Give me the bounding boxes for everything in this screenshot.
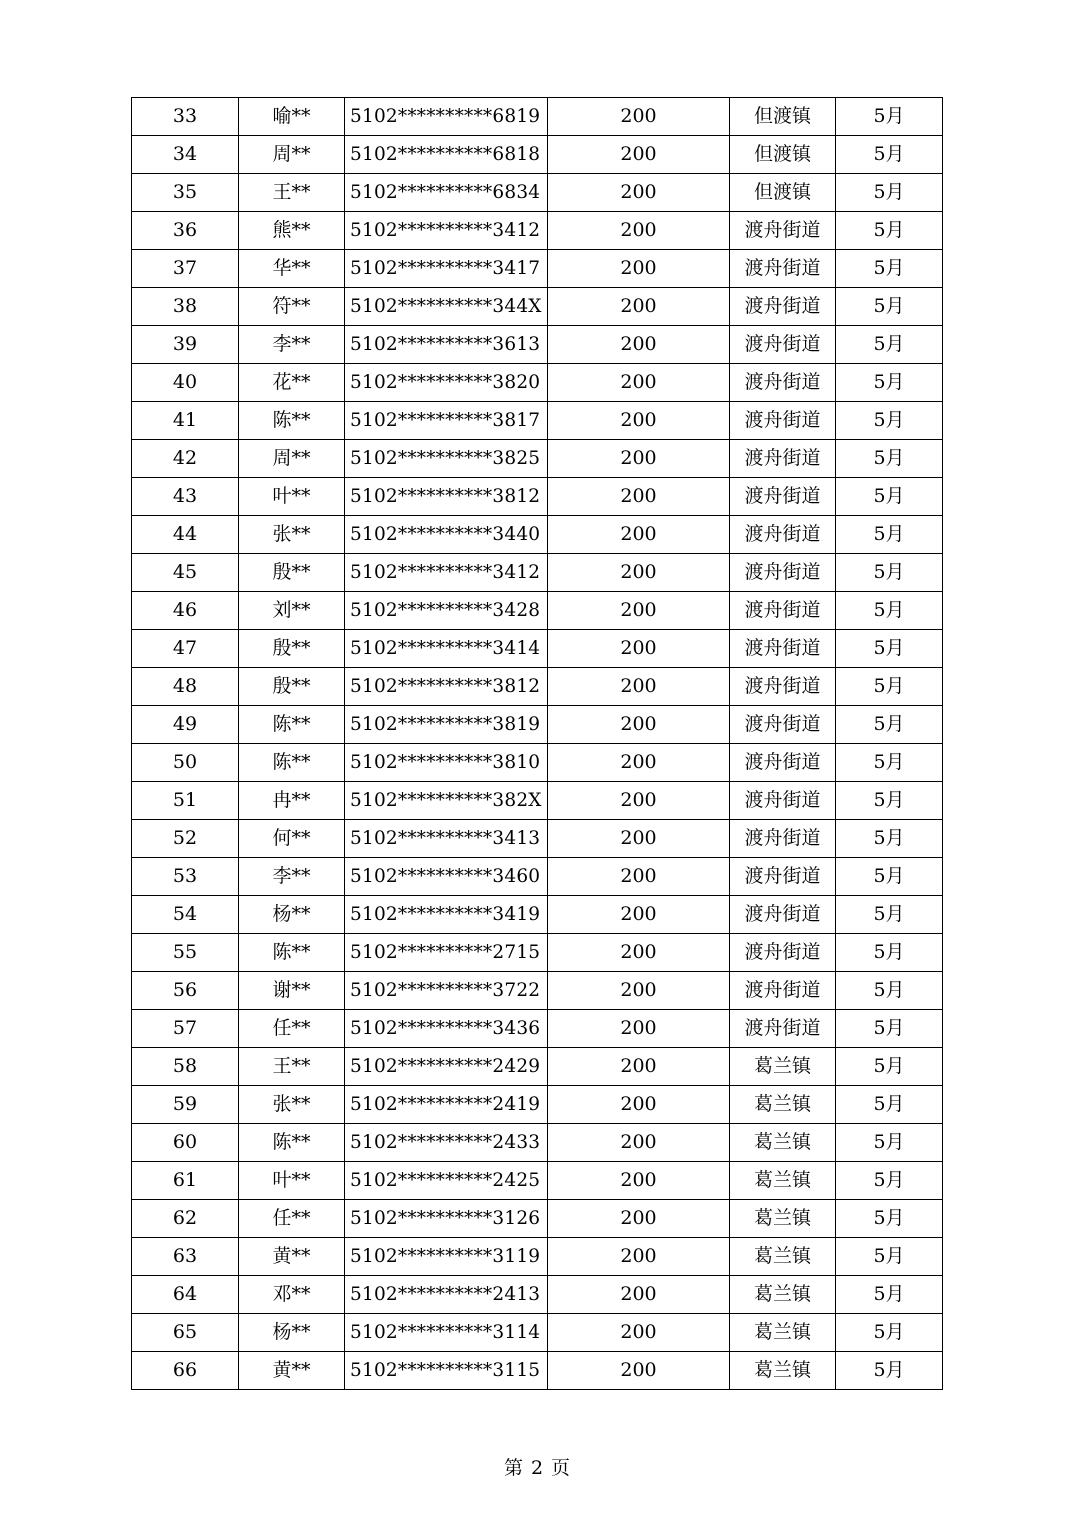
cell-month: 5月 bbox=[836, 136, 943, 174]
cell-amount: 200 bbox=[548, 1314, 730, 1352]
table-row bbox=[132, 706, 943, 744]
table-row bbox=[132, 668, 943, 706]
table-row bbox=[132, 554, 943, 592]
cell-name: 熊** bbox=[239, 212, 345, 250]
page-footer-prefix: 第 bbox=[503, 1457, 523, 1479]
cell-id-number: 5102**********3812 bbox=[345, 478, 548, 516]
table-row bbox=[132, 1352, 943, 1390]
cell-amount: 200 bbox=[548, 1162, 730, 1200]
cell-serial-number: 50 bbox=[132, 744, 239, 782]
cell-serial-number: 60 bbox=[132, 1124, 239, 1162]
table-row bbox=[132, 820, 943, 858]
cell-township: 葛兰镇 bbox=[730, 1276, 836, 1314]
cell-month: 5月 bbox=[836, 896, 943, 934]
cell-township: 葛兰镇 bbox=[730, 1086, 836, 1124]
cell-serial-number: 57 bbox=[132, 1010, 239, 1048]
cell-township: 渡舟街道 bbox=[730, 668, 836, 706]
cell-name: 任** bbox=[239, 1200, 345, 1238]
cell-township: 渡舟街道 bbox=[730, 896, 836, 934]
cell-township: 渡舟街道 bbox=[730, 402, 836, 440]
cell-id-number: 5102**********3820 bbox=[345, 364, 548, 402]
cell-name: 黄** bbox=[239, 1352, 345, 1390]
table-row bbox=[132, 1010, 943, 1048]
cell-month: 5月 bbox=[836, 288, 943, 326]
cell-serial-number: 52 bbox=[132, 820, 239, 858]
cell-amount: 200 bbox=[548, 212, 730, 250]
table-row bbox=[132, 250, 943, 288]
cell-id-number: 5102**********3825 bbox=[345, 440, 548, 478]
cell-serial-number: 37 bbox=[132, 250, 239, 288]
cell-serial-number: 45 bbox=[132, 554, 239, 592]
table-row bbox=[132, 440, 943, 478]
cell-name: 杨** bbox=[239, 1314, 345, 1352]
cell-id-number: 5102**********3613 bbox=[345, 326, 548, 364]
cell-id-number: 5102**********3412 bbox=[345, 554, 548, 592]
cell-id-number: 5102**********3126 bbox=[345, 1200, 548, 1238]
cell-id-number: 5102**********3412 bbox=[345, 212, 548, 250]
cell-month: 5月 bbox=[836, 668, 943, 706]
cell-name: 陈** bbox=[239, 744, 345, 782]
cell-amount: 200 bbox=[548, 516, 730, 554]
table-row bbox=[132, 1238, 943, 1276]
cell-name: 陈** bbox=[239, 934, 345, 972]
cell-month: 5月 bbox=[836, 440, 943, 478]
cell-township: 渡舟街道 bbox=[730, 972, 836, 1010]
cell-name: 何** bbox=[239, 820, 345, 858]
cell-id-number: 5102**********3413 bbox=[345, 820, 548, 858]
cell-name: 花** bbox=[239, 364, 345, 402]
cell-id-number: 5102**********3428 bbox=[345, 592, 548, 630]
cell-serial-number: 41 bbox=[132, 402, 239, 440]
cell-month: 5月 bbox=[836, 820, 943, 858]
cell-month: 5月 bbox=[836, 364, 943, 402]
cell-month: 5月 bbox=[836, 478, 943, 516]
cell-name: 陈** bbox=[239, 402, 345, 440]
page-footer-suffix: 页 bbox=[551, 1457, 571, 1479]
cell-township: 渡舟街道 bbox=[730, 630, 836, 668]
cell-name: 黄** bbox=[239, 1238, 345, 1276]
cell-serial-number: 54 bbox=[132, 896, 239, 934]
cell-month: 5月 bbox=[836, 630, 943, 668]
cell-name: 叶** bbox=[239, 478, 345, 516]
cell-id-number: 5102**********3414 bbox=[345, 630, 548, 668]
cell-amount: 200 bbox=[548, 744, 730, 782]
cell-id-number: 5102**********3817 bbox=[345, 402, 548, 440]
cell-id-number: 5102**********6834 bbox=[345, 174, 548, 212]
cell-name: 李** bbox=[239, 326, 345, 364]
cell-id-number: 5102**********3417 bbox=[345, 250, 548, 288]
cell-serial-number: 46 bbox=[132, 592, 239, 630]
cell-amount: 200 bbox=[548, 136, 730, 174]
table-row bbox=[132, 326, 943, 364]
cell-serial-number: 51 bbox=[132, 782, 239, 820]
table-row bbox=[132, 516, 943, 554]
table-row bbox=[132, 288, 943, 326]
cell-name: 华** bbox=[239, 250, 345, 288]
cell-township: 渡舟街道 bbox=[730, 820, 836, 858]
table-row bbox=[132, 1314, 943, 1352]
cell-name: 周** bbox=[239, 136, 345, 174]
cell-serial-number: 66 bbox=[132, 1352, 239, 1390]
cell-id-number: 5102**********3119 bbox=[345, 1238, 548, 1276]
cell-township: 葛兰镇 bbox=[730, 1200, 836, 1238]
cell-name: 杨** bbox=[239, 896, 345, 934]
cell-month: 5月 bbox=[836, 1010, 943, 1048]
cell-township: 葛兰镇 bbox=[730, 1352, 836, 1390]
cell-month: 5月 bbox=[836, 934, 943, 972]
cell-township: 渡舟街道 bbox=[730, 478, 836, 516]
cell-serial-number: 48 bbox=[132, 668, 239, 706]
table-row bbox=[132, 136, 943, 174]
cell-id-number: 5102**********2413 bbox=[345, 1276, 548, 1314]
cell-amount: 200 bbox=[548, 820, 730, 858]
cell-id-number: 5102**********382X bbox=[345, 782, 548, 820]
table-row bbox=[132, 858, 943, 896]
page-footer bbox=[0, 1455, 1074, 1481]
cell-month: 5月 bbox=[836, 1276, 943, 1314]
cell-id-number: 5102**********3810 bbox=[345, 744, 548, 782]
cell-serial-number: 62 bbox=[132, 1200, 239, 1238]
table-row bbox=[132, 896, 943, 934]
cell-township: 葛兰镇 bbox=[730, 1238, 836, 1276]
cell-name: 殷** bbox=[239, 630, 345, 668]
cell-name: 张** bbox=[239, 516, 345, 554]
cell-township: 但渡镇 bbox=[730, 98, 836, 136]
cell-id-number: 5102**********3440 bbox=[345, 516, 548, 554]
cell-id-number: 5102**********2429 bbox=[345, 1048, 548, 1086]
cell-id-number: 5102**********3436 bbox=[345, 1010, 548, 1048]
cell-serial-number: 61 bbox=[132, 1162, 239, 1200]
cell-amount: 200 bbox=[548, 934, 730, 972]
cell-amount: 200 bbox=[548, 478, 730, 516]
cell-amount: 200 bbox=[548, 782, 730, 820]
table-row bbox=[132, 630, 943, 668]
cell-serial-number: 64 bbox=[132, 1276, 239, 1314]
cell-serial-number: 63 bbox=[132, 1238, 239, 1276]
table-row bbox=[132, 402, 943, 440]
cell-amount: 200 bbox=[548, 364, 730, 402]
cell-id-number: 5102**********3819 bbox=[345, 706, 548, 744]
table-row bbox=[132, 364, 943, 402]
cell-township: 渡舟街道 bbox=[730, 288, 836, 326]
cell-name: 殷** bbox=[239, 554, 345, 592]
table-row bbox=[132, 478, 943, 516]
cell-month: 5月 bbox=[836, 1048, 943, 1086]
cell-month: 5月 bbox=[836, 744, 943, 782]
cell-id-number: 5102**********3115 bbox=[345, 1352, 548, 1390]
cell-township: 葛兰镇 bbox=[730, 1314, 836, 1352]
cell-name: 陈** bbox=[239, 1124, 345, 1162]
cell-township: 渡舟街道 bbox=[730, 326, 836, 364]
cell-township: 但渡镇 bbox=[730, 136, 836, 174]
cell-month: 5月 bbox=[836, 326, 943, 364]
cell-month: 5月 bbox=[836, 858, 943, 896]
cell-serial-number: 42 bbox=[132, 440, 239, 478]
cell-name: 谢** bbox=[239, 972, 345, 1010]
cell-township: 葛兰镇 bbox=[730, 1162, 836, 1200]
cell-township: 渡舟街道 bbox=[730, 744, 836, 782]
cell-amount: 200 bbox=[548, 98, 730, 136]
cell-serial-number: 49 bbox=[132, 706, 239, 744]
cell-township: 但渡镇 bbox=[730, 174, 836, 212]
cell-month: 5月 bbox=[836, 516, 943, 554]
cell-amount: 200 bbox=[548, 972, 730, 1010]
cell-amount: 200 bbox=[548, 1352, 730, 1390]
cell-month: 5月 bbox=[836, 1162, 943, 1200]
cell-amount: 200 bbox=[548, 1124, 730, 1162]
cell-name: 任** bbox=[239, 1010, 345, 1048]
cell-month: 5月 bbox=[836, 782, 943, 820]
cell-month: 5月 bbox=[836, 98, 943, 136]
cell-serial-number: 43 bbox=[132, 478, 239, 516]
cell-serial-number: 44 bbox=[132, 516, 239, 554]
cell-township: 渡舟街道 bbox=[730, 782, 836, 820]
cell-serial-number: 35 bbox=[132, 174, 239, 212]
cell-name: 符** bbox=[239, 288, 345, 326]
cell-township: 渡舟街道 bbox=[730, 364, 836, 402]
cell-township: 渡舟街道 bbox=[730, 554, 836, 592]
cell-name: 陈** bbox=[239, 706, 345, 744]
cell-id-number: 5102**********2433 bbox=[345, 1124, 548, 1162]
cell-township: 葛兰镇 bbox=[730, 1124, 836, 1162]
cell-month: 5月 bbox=[836, 1124, 943, 1162]
cell-township: 渡舟街道 bbox=[730, 440, 836, 478]
cell-id-number: 5102**********3419 bbox=[345, 896, 548, 934]
cell-month: 5月 bbox=[836, 554, 943, 592]
cell-amount: 200 bbox=[548, 174, 730, 212]
cell-amount: 200 bbox=[548, 706, 730, 744]
cell-amount: 200 bbox=[548, 554, 730, 592]
cell-serial-number: 47 bbox=[132, 630, 239, 668]
cell-name: 刘** bbox=[239, 592, 345, 630]
table-row bbox=[132, 174, 943, 212]
cell-amount: 200 bbox=[548, 1048, 730, 1086]
cell-month: 5月 bbox=[836, 1200, 943, 1238]
cell-serial-number: 56 bbox=[132, 972, 239, 1010]
cell-month: 5月 bbox=[836, 592, 943, 630]
cell-name: 王** bbox=[239, 174, 345, 212]
cell-township: 渡舟街道 bbox=[730, 516, 836, 554]
cell-month: 5月 bbox=[836, 402, 943, 440]
table-row bbox=[132, 1124, 943, 1162]
cell-id-number: 5102**********2715 bbox=[345, 934, 548, 972]
cell-id-number: 5102**********2425 bbox=[345, 1162, 548, 1200]
table-row bbox=[132, 1200, 943, 1238]
cell-month: 5月 bbox=[836, 1086, 943, 1124]
cell-id-number: 5102**********3460 bbox=[345, 858, 548, 896]
cell-id-number: 5102**********3114 bbox=[345, 1314, 548, 1352]
roster-table bbox=[131, 97, 943, 1390]
cell-amount: 200 bbox=[548, 1200, 730, 1238]
cell-township: 渡舟街道 bbox=[730, 1010, 836, 1048]
cell-serial-number: 59 bbox=[132, 1086, 239, 1124]
cell-serial-number: 53 bbox=[132, 858, 239, 896]
cell-amount: 200 bbox=[548, 592, 730, 630]
cell-township: 渡舟街道 bbox=[730, 858, 836, 896]
table-row bbox=[132, 744, 943, 782]
cell-amount: 200 bbox=[548, 630, 730, 668]
cell-amount: 200 bbox=[548, 250, 730, 288]
cell-name: 叶** bbox=[239, 1162, 345, 1200]
table-row bbox=[132, 98, 943, 136]
cell-serial-number: 55 bbox=[132, 934, 239, 972]
cell-name: 冉** bbox=[239, 782, 345, 820]
cell-serial-number: 65 bbox=[132, 1314, 239, 1352]
cell-month: 5月 bbox=[836, 174, 943, 212]
table-row bbox=[132, 782, 943, 820]
cell-id-number: 5102**********3722 bbox=[345, 972, 548, 1010]
cell-month: 5月 bbox=[836, 972, 943, 1010]
table-row bbox=[132, 212, 943, 250]
table-row bbox=[132, 1048, 943, 1086]
table-row bbox=[132, 1276, 943, 1314]
cell-month: 5月 bbox=[836, 212, 943, 250]
cell-id-number: 5102**********2419 bbox=[345, 1086, 548, 1124]
cell-month: 5月 bbox=[836, 1314, 943, 1352]
cell-serial-number: 58 bbox=[132, 1048, 239, 1086]
cell-township: 渡舟街道 bbox=[730, 592, 836, 630]
cell-serial-number: 33 bbox=[132, 98, 239, 136]
table-row bbox=[132, 1162, 943, 1200]
cell-amount: 200 bbox=[548, 326, 730, 364]
cell-amount: 200 bbox=[548, 402, 730, 440]
cell-month: 5月 bbox=[836, 1352, 943, 1390]
cell-name: 王** bbox=[239, 1048, 345, 1086]
cell-serial-number: 38 bbox=[132, 288, 239, 326]
roster-table-body bbox=[132, 98, 943, 1390]
cell-month: 5月 bbox=[836, 1238, 943, 1276]
cell-name: 周** bbox=[239, 440, 345, 478]
cell-id-number: 5102**********3812 bbox=[345, 668, 548, 706]
cell-name: 喻** bbox=[239, 98, 345, 136]
cell-id-number: 5102**********6818 bbox=[345, 136, 548, 174]
cell-amount: 200 bbox=[548, 858, 730, 896]
cell-township: 葛兰镇 bbox=[730, 1048, 836, 1086]
cell-name: 殷** bbox=[239, 668, 345, 706]
cell-id-number: 5102**********344X bbox=[345, 288, 548, 326]
cell-serial-number: 36 bbox=[132, 212, 239, 250]
table-row bbox=[132, 592, 943, 630]
cell-serial-number: 40 bbox=[132, 364, 239, 402]
cell-amount: 200 bbox=[548, 440, 730, 478]
cell-township: 渡舟街道 bbox=[730, 706, 836, 744]
table-row bbox=[132, 972, 943, 1010]
cell-township: 渡舟街道 bbox=[730, 934, 836, 972]
table-row bbox=[132, 934, 943, 972]
cell-amount: 200 bbox=[548, 896, 730, 934]
cell-id-number: 5102**********6819 bbox=[345, 98, 548, 136]
cell-township: 渡舟街道 bbox=[730, 250, 836, 288]
cell-serial-number: 34 bbox=[132, 136, 239, 174]
cell-name: 张** bbox=[239, 1086, 345, 1124]
cell-amount: 200 bbox=[548, 1010, 730, 1048]
page-number: 2 bbox=[530, 1457, 544, 1479]
cell-amount: 200 bbox=[548, 668, 730, 706]
cell-amount: 200 bbox=[548, 1238, 730, 1276]
cell-name: 李** bbox=[239, 858, 345, 896]
cell-month: 5月 bbox=[836, 706, 943, 744]
cell-township: 渡舟街道 bbox=[730, 212, 836, 250]
cell-amount: 200 bbox=[548, 1086, 730, 1124]
cell-serial-number: 39 bbox=[132, 326, 239, 364]
cell-month: 5月 bbox=[836, 250, 943, 288]
cell-name: 邓** bbox=[239, 1276, 345, 1314]
cell-amount: 200 bbox=[548, 1276, 730, 1314]
cell-amount: 200 bbox=[548, 288, 730, 326]
table-row bbox=[132, 1086, 943, 1124]
